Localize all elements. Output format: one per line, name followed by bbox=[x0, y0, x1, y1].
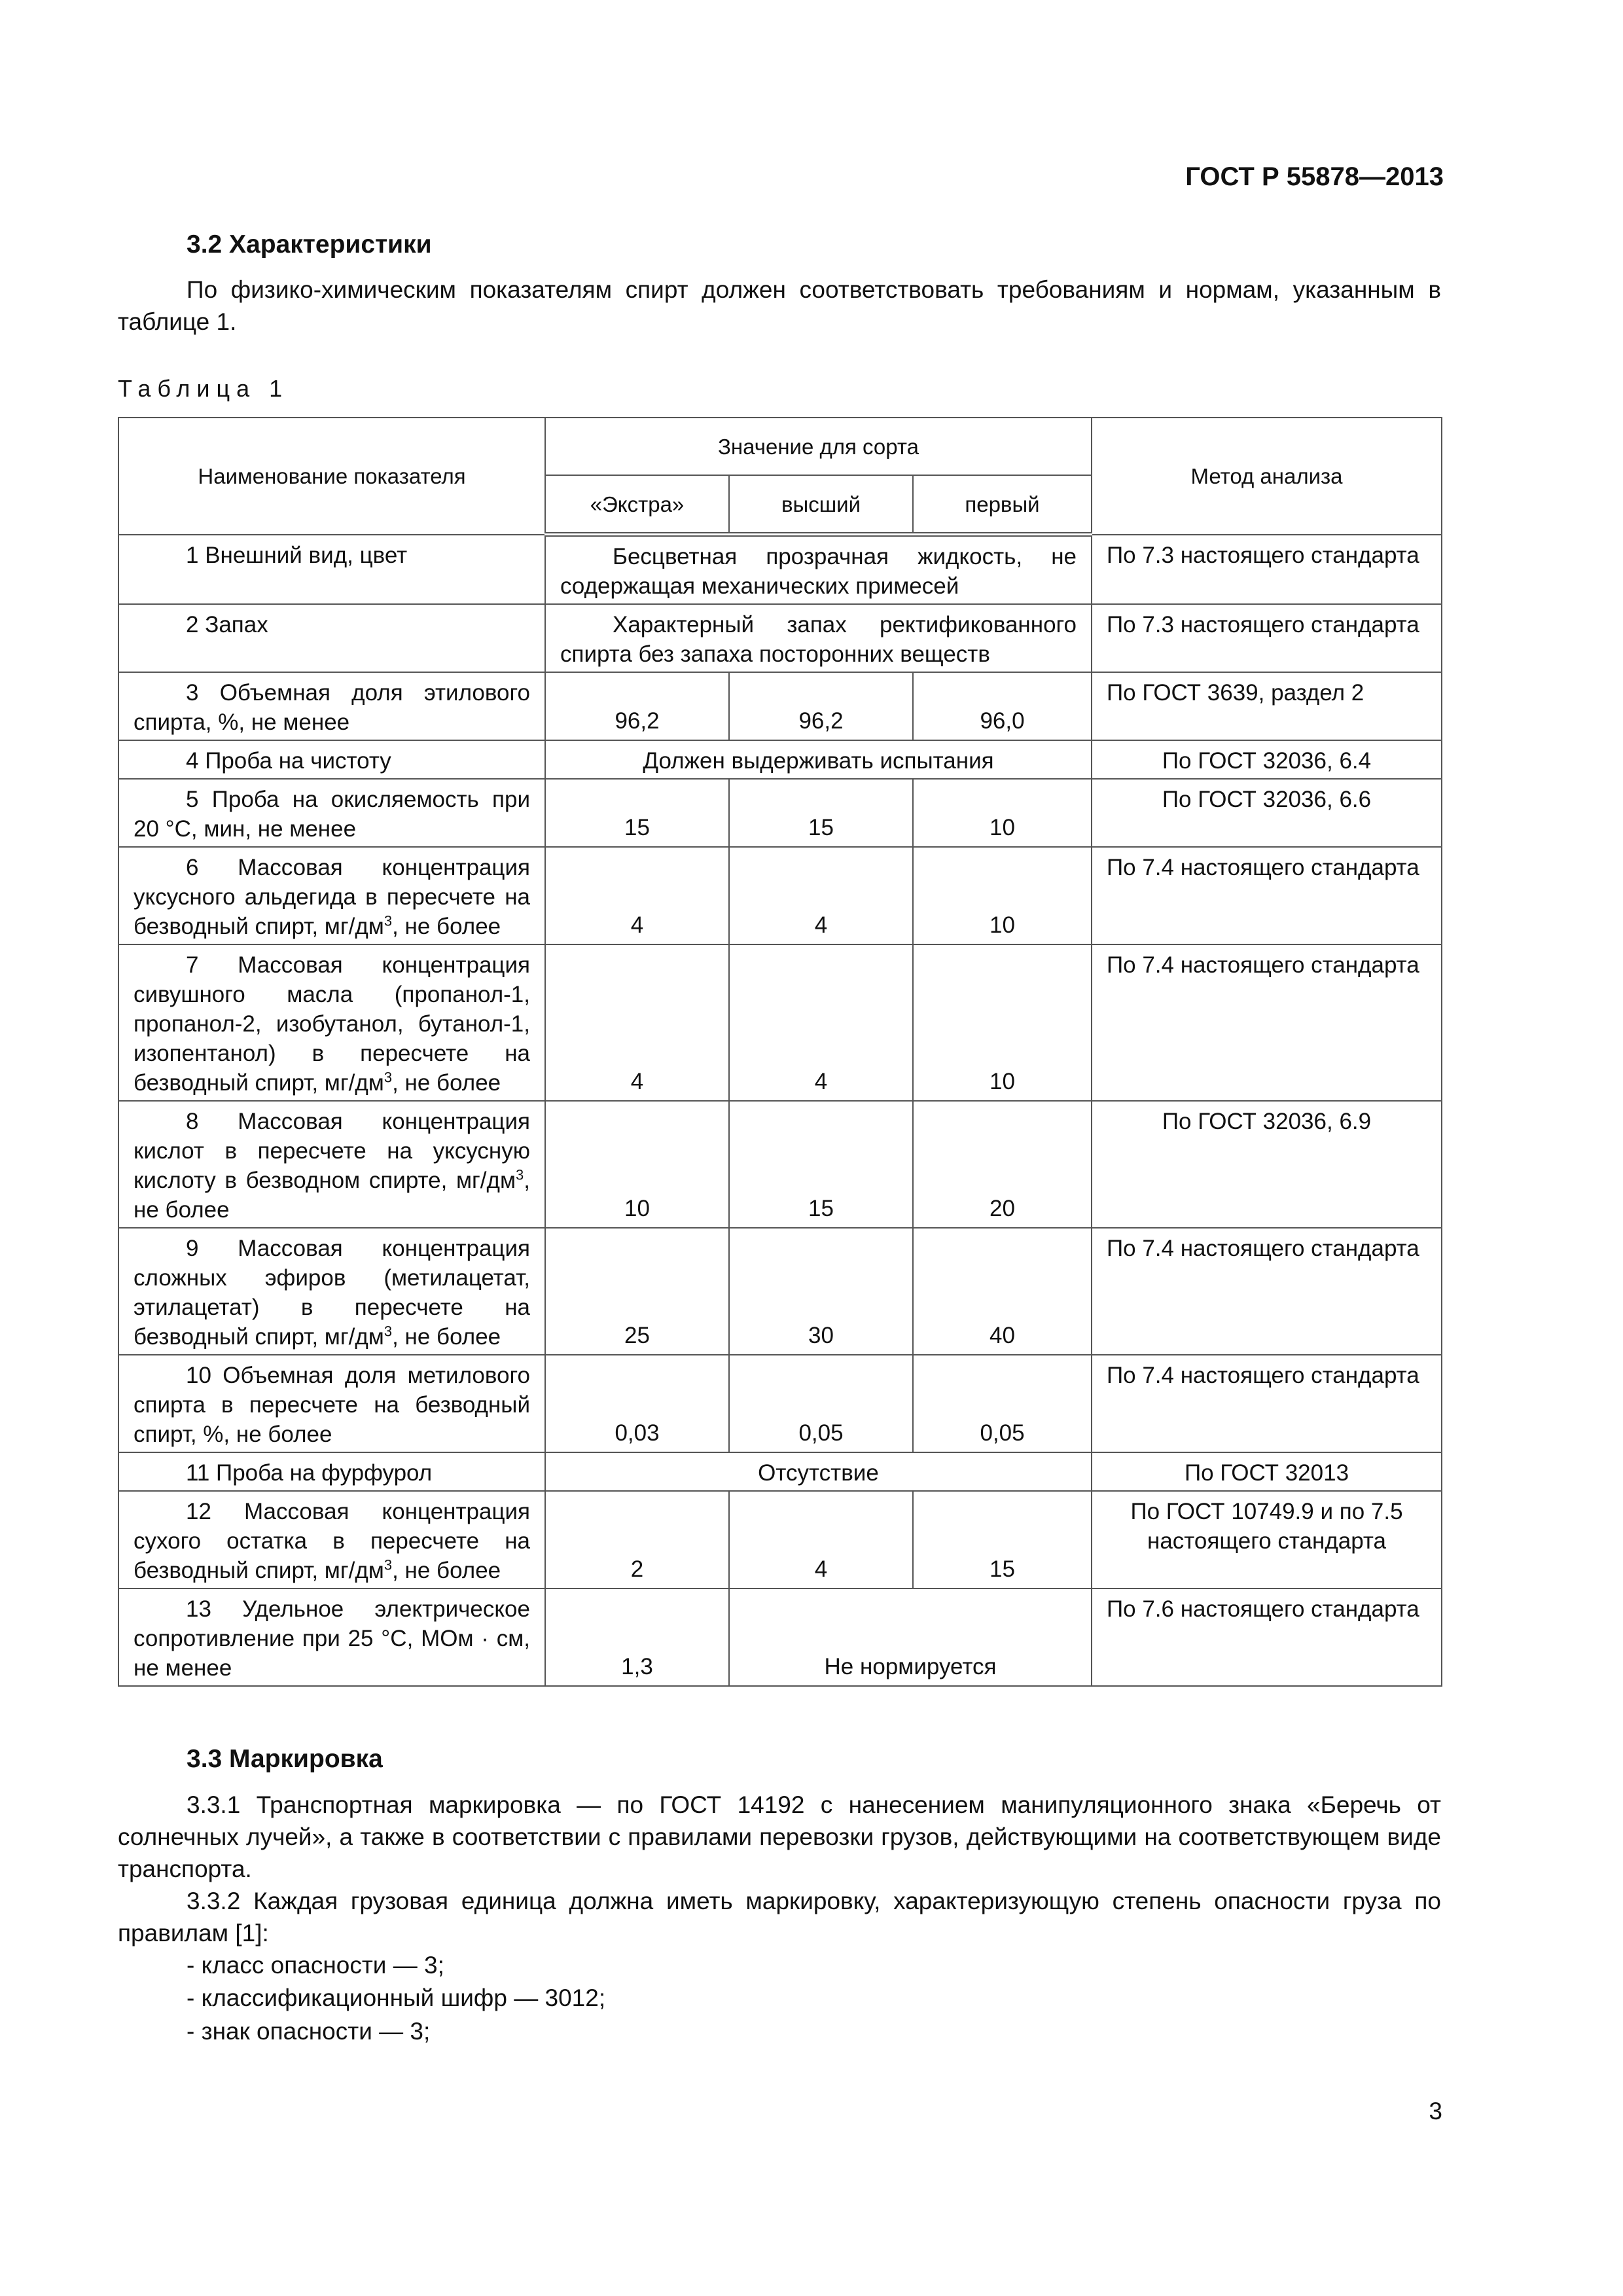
header-method: Метод анализа bbox=[1092, 418, 1442, 535]
row-value-merged: Отсутствие bbox=[545, 1452, 1092, 1491]
row-name bbox=[118, 1101, 545, 1228]
row-method: По ГОСТ 10749.9 и по 7.5 настоящего стандарта bbox=[1092, 1491, 1442, 1588]
table-label: Таблица 1 bbox=[118, 375, 289, 402]
section-3-3-title: 3.3 Маркировка bbox=[187, 1745, 383, 1773]
row-name-text: 7 Массовая концентрация сивушного масла (пропанол-1, пропанол-2, изобутанол, бутанол-1, изопентанол) в пересчете на безводный спирт, мг/дм bbox=[134, 952, 530, 1096]
row-name-text: 12 Массовая концентрация сухого остатка в пересчете на безводный спирт, мг/дм bbox=[134, 1499, 530, 1583]
row-value-first: 40 bbox=[913, 1228, 1092, 1355]
row-name: 2 Запах bbox=[118, 604, 545, 672]
row-method: По ГОСТ 32036, 6.6 bbox=[1092, 779, 1442, 847]
table-row bbox=[118, 604, 1442, 672]
row-value-first: 0,05 bbox=[913, 1355, 1092, 1452]
table-row bbox=[118, 1355, 1442, 1452]
header-grade-extra: «Экстра» bbox=[545, 475, 729, 535]
section-3-2-intro: По физико-химическим показателям спирт должен соответствовать требованиям и нормам, указанным в таблице 1. bbox=[118, 276, 1441, 335]
row-value-higher: 4 bbox=[729, 847, 913, 944]
row-value-first: 96,0 bbox=[913, 672, 1092, 740]
row-value-higher: 30 bbox=[729, 1228, 913, 1355]
table-row bbox=[118, 944, 1442, 1101]
page-number: 3 bbox=[1429, 2098, 1442, 2125]
row-name: 4 Проба на чистоту bbox=[118, 740, 545, 779]
document-code: ГОСТ Р 55878—2013 bbox=[1185, 162, 1444, 191]
row-value-first: 10 bbox=[913, 779, 1092, 847]
row-method: По 7.4 настоящего стандарта bbox=[1092, 1228, 1442, 1355]
table-row bbox=[118, 1491, 1442, 1588]
row-value-merged: Бесцветная прозрачная жидкость, не содержащая механических примесей bbox=[545, 535, 1092, 605]
row-value-extra: 25 bbox=[545, 1228, 729, 1355]
row-value-higher: 96,2 bbox=[729, 672, 913, 740]
row-method: По ГОСТ 32013 bbox=[1092, 1452, 1442, 1491]
row-name-tail: , не более bbox=[392, 1070, 501, 1096]
row-method: По 7.4 настоящего стандарта bbox=[1092, 944, 1442, 1101]
list-item: - знак опасности — 3; bbox=[187, 2018, 431, 2045]
table-row bbox=[118, 535, 1442, 605]
section-3-2-title: 3.2 Характеристики bbox=[187, 230, 432, 259]
row-value-higher: 0,05 bbox=[729, 1355, 913, 1452]
row-name-text: 9 Массовая концентрация сложных эфиров (метилацетат, этилацетат) в пересчете на безводный спирт, мг/дм bbox=[134, 1236, 530, 1350]
table-row bbox=[118, 1452, 1442, 1491]
row-value-extra: 4 bbox=[545, 944, 729, 1101]
row-value-extra: 10 bbox=[545, 1101, 729, 1228]
row-name-text: 8 Массовая концентрация кислот в пересчете на уксусную кислоту в безводном спирте, мг/дм bbox=[134, 1109, 530, 1193]
row-name: 5 Проба на окисляемость при 20 °С, мин, не менее bbox=[118, 779, 545, 847]
row-value-merged: Должен выдерживать испытания bbox=[545, 740, 1092, 779]
header-grade-higher: высший bbox=[729, 475, 913, 535]
table-row bbox=[118, 847, 1442, 944]
row-name-sup: 3 bbox=[383, 912, 393, 929]
table-row bbox=[118, 779, 1442, 847]
table-row bbox=[118, 740, 1442, 779]
section-3-3-2-paragraph: 3.3.2 Каждая грузовая единица должна иметь маркировку, характеризующую степень опасности груза по правилам [1]: bbox=[118, 1888, 1441, 1946]
row-name-tail: , не более bbox=[392, 1324, 501, 1350]
row-value-higher: 15 bbox=[729, 779, 913, 847]
row-value-higher: 15 bbox=[729, 1101, 913, 1228]
section-3-3-1-paragraph: 3.3.1 Транспортная маркировка — по ГОСТ 14192 с нанесением манипуляционного знака «Беречь от солнечных лучей», а также в соответствии с правилами перевозки грузов, действующими на соответствующем виде транспорта. bbox=[118, 1791, 1441, 1882]
row-method: По ГОСТ 32036, 6.9 bbox=[1092, 1101, 1442, 1228]
row-method: По 7.6 настоящего стандарта bbox=[1092, 1588, 1442, 1686]
row-name-sup: 3 bbox=[383, 1069, 393, 1086]
row-name: 10 Объемная доля метилового спирта в пересчете на безводный спирт, %, не более bbox=[118, 1355, 545, 1452]
row-method: По ГОСТ 32036, 6.4 bbox=[1092, 740, 1442, 779]
row-value-extra: 15 bbox=[545, 779, 729, 847]
row-name-text: 6 Массовая концентрация уксусного альдегида в пересчете на безводный спирт, мг/дм bbox=[134, 855, 530, 939]
row-value-extra: 4 bbox=[545, 847, 729, 944]
row-name-tail: , не более bbox=[134, 1168, 530, 1223]
row-value-extra: 2 bbox=[545, 1491, 729, 1588]
row-value-merged: Характерный запах ректификованного спирта без запаха посторонних веществ bbox=[545, 604, 1092, 672]
row-name bbox=[118, 1491, 545, 1588]
row-name: 1 Внешний вид, цвет bbox=[118, 535, 545, 605]
row-name bbox=[118, 944, 545, 1101]
row-value-higher: 4 bbox=[729, 1491, 913, 1588]
row-method: По ГОСТ 3639, раздел 2 bbox=[1092, 672, 1442, 740]
row-name bbox=[118, 1228, 545, 1355]
row-value-extra: 1,3 bbox=[545, 1588, 729, 1686]
row-name-sup: 3 bbox=[516, 1166, 524, 1183]
table-row bbox=[118, 672, 1442, 740]
row-method: По 7.3 настоящего стандарта bbox=[1092, 535, 1442, 605]
list-item: - классификационный шифр — 3012; bbox=[187, 1984, 606, 2011]
row-name: 13 Удельное электрическое сопротивление при 25 °С, МОм · см, не менее bbox=[118, 1588, 545, 1686]
row-method: По 7.3 настоящего стандарта bbox=[1092, 604, 1442, 672]
table-row bbox=[118, 1228, 1442, 1355]
row-method: По 7.4 настоящего стандарта bbox=[1092, 1355, 1442, 1452]
row-name: 3 Объемная доля этилового спирта, %, не менее bbox=[118, 672, 545, 740]
table-row bbox=[118, 1101, 1442, 1228]
row-value-first: 15 bbox=[913, 1491, 1092, 1588]
row-name-tail: , не более bbox=[392, 1558, 501, 1583]
row-value-first: 10 bbox=[913, 847, 1092, 944]
row-value-first: 20 bbox=[913, 1101, 1092, 1228]
row-method: По 7.4 настоящего стандарта bbox=[1092, 847, 1442, 944]
header-grade-first: первый bbox=[913, 475, 1092, 535]
row-name-sup: 3 bbox=[383, 1556, 393, 1573]
header-name: Наименование показателя bbox=[118, 418, 545, 535]
spec-table bbox=[118, 417, 1442, 1687]
list-item: - класс опасности — 3; bbox=[187, 1952, 444, 1979]
row-name-sup: 3 bbox=[383, 1323, 393, 1340]
row-value-extra: 96,2 bbox=[545, 672, 729, 740]
row-value-not-normed: Не нормируется bbox=[729, 1588, 1092, 1686]
table-row bbox=[118, 1588, 1442, 1686]
header-value-group: Значение для сорта bbox=[545, 418, 1092, 475]
row-value-higher: 4 bbox=[729, 944, 913, 1101]
row-name: 11 Проба на фурфурол bbox=[118, 1452, 545, 1491]
row-value-extra: 0,03 bbox=[545, 1355, 729, 1452]
row-name bbox=[118, 847, 545, 944]
row-value-first: 10 bbox=[913, 944, 1092, 1101]
row-name-tail: , не более bbox=[392, 914, 501, 939]
